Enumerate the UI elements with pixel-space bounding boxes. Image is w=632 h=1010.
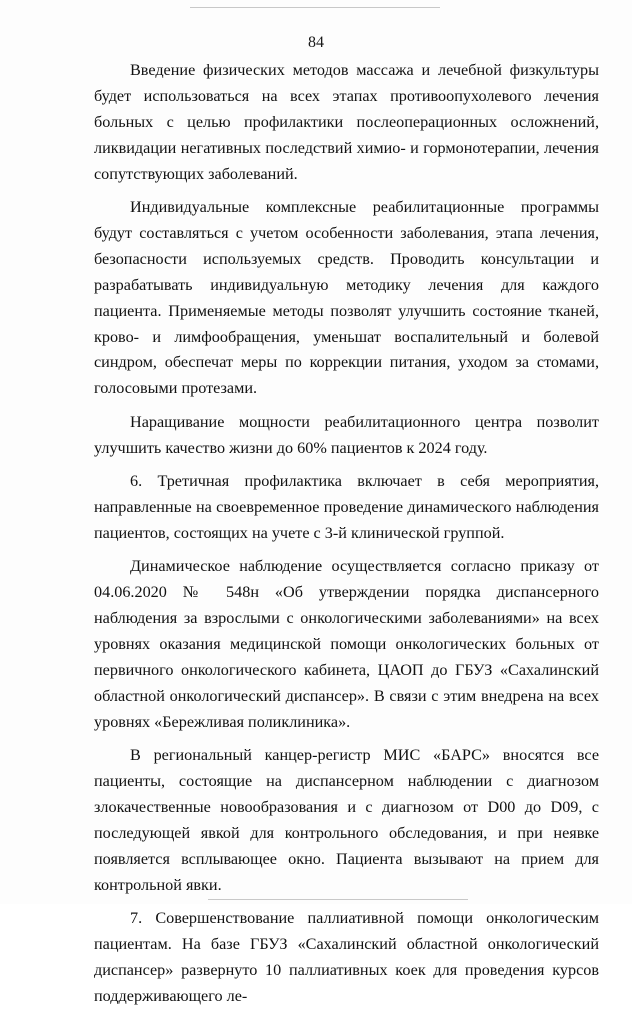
paragraph-massage: Введение физических методов массажа и лечебной физкультуры будет использоваться на всех этапах противоопухолевого лечения больных с целью профилактики послеоперационных осложнений, ликвидации негативных последствий химио- и гормонотерапии, лечения сопутствующих заболеваний.: [94, 61, 599, 183]
paragraph-cancer-registry: В региональный канцер-регистр МИС «БАРС» вносятся все пациенты, состоящие на диспансерном наблюдении с диагнозом злокачественные новообразования и с диагнозом от D00 до D09, с последующей явкой для контрольного обследования, и при неявке появляется всплывающее окно. Пациента вызывают на прием для контрольной явки.: [94, 746, 599, 894]
body-text: [94, 58, 599, 1010]
paragraph-rehab-center: Наращивание мощности реабилитационного центра позволит улучшить качество жизни до 60% пациентов к 2024 году.: [94, 412, 599, 457]
paragraph-tertiary-prevention: 6. Третичная профилактика включает в себя мероприятия, направленные на своевременное проведение динамического наблюдения пациентов, состоящих на учете с 3-й клинической группой.: [94, 472, 599, 542]
bottom-scan-line: [208, 899, 468, 900]
paragraph-rehab-programs: Индивидуальные комплексные реабилитационные программы будут составляться с учетом особенности заболевания, этапа лечения, безопасности используемых средств. Проводить консультации и разрабатывать индивидуальную методику лечения для каждого пациента. Применяемые методы позволят улучшить состояние тканей, крово- и лимфообращения, уменьшат воспалительный и болевой синдром, обеспечат меры по коррекции питания, уходом за стомами, голосовыми протезами.: [94, 198, 599, 398]
page-number: 84: [308, 34, 324, 51]
paragraph-palliative-care: 7. Совершенствование паллиативной помощи онкологическим пациентам. На базе ГБУЗ «Сахалинский областной онкологический диспансер» развернуто 10 паллиативных коек для проведения курсов поддерживающего ле-: [94, 909, 599, 1005]
paragraph-dynamic-observation: Динамическое наблюдение осуществляется согласно приказу от 04.06.2020 № 548н «Об утверждении порядка диспансерного наблюдения за взрослыми с онкологическими заболеваниями» на всех уровнях оказания медицинской помощи онкологических больных от первичного онкологического кабинета, ЦАОП до ГБУЗ «Сахалинский областной онкологический диспансер». В связи с этим внедрена на всех уровнях «Бережливая поликлиника».: [94, 557, 599, 731]
top-scan-line: [190, 7, 440, 8]
